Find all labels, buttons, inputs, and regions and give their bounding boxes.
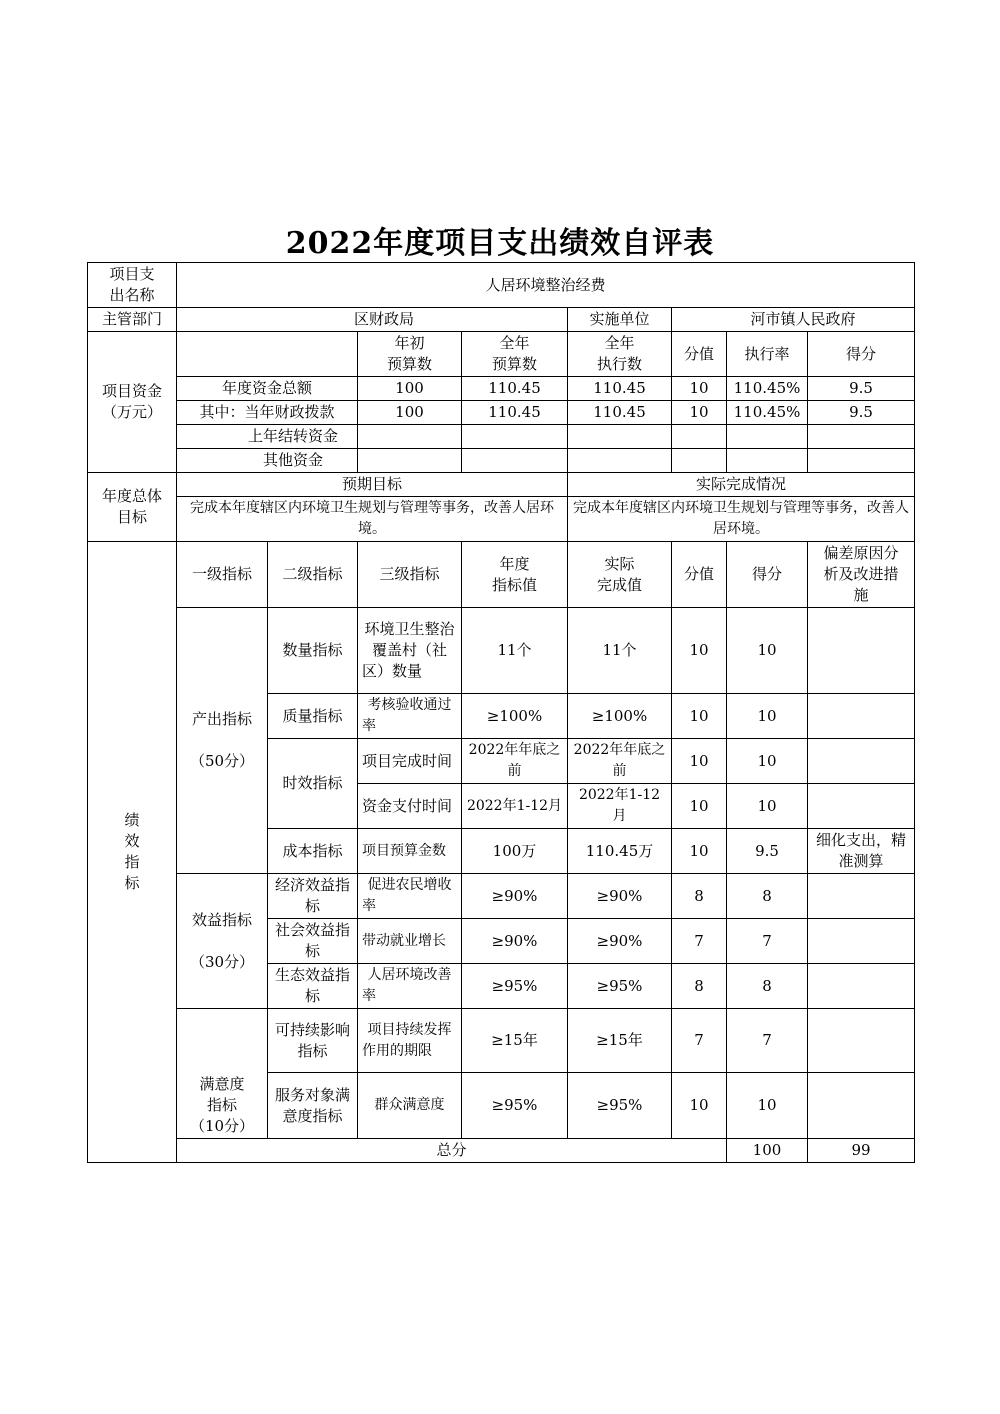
indicators-col-l1: 一级指标 — [177, 542, 268, 608]
funds-row-score: 9.5 — [808, 377, 915, 401]
indicator-l3: 群众满意度 — [358, 1073, 462, 1139]
indicator-reason — [808, 919, 915, 964]
benefit-indicator-label: 效益指标 （30分） — [177, 874, 268, 1009]
funds-row-executed: 110.45 — [568, 377, 672, 401]
goals-actual: 完成本年度辖区内环境卫生规划与管理等事务，改善人居环境。 — [568, 497, 915, 542]
goals-expected: 完成本年度辖区内环境卫生规划与管理等事务，改善人居环境。 — [177, 497, 568, 542]
performance-table — [87, 262, 915, 1163]
indicator-score: 10 — [727, 739, 808, 784]
funds-row-executed: 110.45 — [568, 401, 672, 425]
indicator-row — [88, 1009, 915, 1073]
indicator-l2: 成本指标 — [268, 829, 358, 874]
unit-label: 实施单位 — [568, 308, 672, 332]
funds-row-budget — [462, 449, 568, 473]
indicator-l3: 环境卫生整治覆盖村（社区）数量 — [358, 608, 462, 694]
indicator-score: 8 — [727, 874, 808, 919]
indicator-weight: 10 — [672, 694, 727, 739]
indicator-row — [88, 874, 915, 919]
funds-col-rate: 执行率 — [727, 332, 808, 377]
indicator-target: ≥95% — [462, 964, 568, 1009]
indicator-l3: 项目预算金数 — [358, 829, 462, 874]
indicator-l3: 人居环境改善率 — [358, 964, 462, 1009]
funds-row-rate: 110.45% — [727, 401, 808, 425]
funds-row-executed — [568, 449, 672, 473]
indicator-l3: 考核验收通过率 — [358, 694, 462, 739]
indicators-col-target: 年度 指标值 — [462, 542, 568, 608]
indicator-target: 11个 — [462, 608, 568, 694]
indicator-actual: 110.45万 — [568, 829, 672, 874]
indicator-actual: ≥95% — [568, 964, 672, 1009]
goals-expected-label: 预期目标 — [177, 473, 568, 497]
funds-col-budget: 全年 预算数 — [462, 332, 568, 377]
document-title: 2022年度项目支出绩效自评表 — [285, 226, 715, 261]
indicator-actual: ≥90% — [568, 874, 672, 919]
indicator-l2: 可持续影响指标 — [268, 1009, 358, 1073]
funds-blank-header — [177, 332, 358, 377]
funds-row-rate — [727, 449, 808, 473]
indicator-score: 8 — [727, 964, 808, 1009]
funds-row — [88, 401, 915, 425]
funds-row-initial — [358, 449, 462, 473]
total-weight: 100 — [727, 1139, 808, 1163]
project-name-label: 项目支 出名称 — [88, 263, 177, 308]
funds-row-executed — [568, 425, 672, 449]
indicator-target: ≥15年 — [462, 1009, 568, 1073]
funds-row — [88, 425, 915, 449]
indicator-actual: 2022年年底之前 — [568, 739, 672, 784]
indicator-score: 7 — [727, 919, 808, 964]
indicator-actual: 11个 — [568, 608, 672, 694]
funds-row-name: 上年结转资金 — [177, 425, 358, 449]
funds-col-score: 得分 — [808, 332, 915, 377]
indicator-weight: 10 — [672, 739, 727, 784]
funds-row-rate: 110.45% — [727, 377, 808, 401]
indicator-actual: ≥100% — [568, 694, 672, 739]
indicator-reason — [808, 874, 915, 919]
indicators-col-weight: 分值 — [672, 542, 727, 608]
indicator-actual: ≥95% — [568, 1073, 672, 1139]
indicator-reason — [808, 784, 915, 829]
funds-row-initial: 100 — [358, 377, 462, 401]
funds-row-score: 9.5 — [808, 401, 915, 425]
indicators-col-l2: 二级指标 — [268, 542, 358, 608]
indicator-reason — [808, 608, 915, 694]
indicator-reason — [808, 964, 915, 1009]
indicator-score: 7 — [727, 1009, 808, 1073]
indicator-target: ≥90% — [462, 919, 568, 964]
indicator-target: ≥90% — [462, 874, 568, 919]
funds-row-weight — [672, 449, 727, 473]
funds-row-weight: 10 — [672, 401, 727, 425]
indicators-label: 绩 效 指 标 — [88, 542, 177, 1163]
funds-row-score — [808, 449, 915, 473]
total-score: 99 — [808, 1139, 915, 1163]
indicator-actual: 2022年1-12月 — [568, 784, 672, 829]
indicator-target: 100万 — [462, 829, 568, 874]
dept-label: 主管部门 — [88, 308, 177, 332]
indicator-reason — [808, 694, 915, 739]
indicator-l3: 资金支付时间 — [358, 784, 462, 829]
funds-row-score — [808, 425, 915, 449]
indicator-reason — [808, 1073, 915, 1139]
funds-row-name: 其中：当年财政拨款 — [177, 401, 358, 425]
funds-row — [88, 377, 915, 401]
funds-row — [88, 449, 915, 473]
indicator-weight: 7 — [672, 1009, 727, 1073]
indicator-target: 2022年1-12月 — [462, 784, 568, 829]
funds-col-executed: 全年 执行数 — [568, 332, 672, 377]
indicator-weight: 10 — [672, 829, 727, 874]
indicator-reason — [808, 1009, 915, 1073]
goals-label: 年度总体 目标 — [88, 473, 177, 542]
indicator-l3: 项目完成时间 — [358, 739, 462, 784]
indicator-score: 10 — [727, 694, 808, 739]
funds-row-budget — [462, 425, 568, 449]
funds-col-weight: 分值 — [672, 332, 727, 377]
indicator-l2: 经济效益指标 — [268, 874, 358, 919]
output-indicator-label: 产出指标 （50分） — [177, 608, 268, 874]
indicator-reason — [808, 739, 915, 784]
indicator-score: 9.5 — [727, 829, 808, 874]
indicators-col-score: 得分 — [727, 542, 808, 608]
funds-row-name: 年度资金总额 — [177, 377, 358, 401]
funds-row-budget: 110.45 — [462, 401, 568, 425]
indicator-row — [88, 608, 915, 694]
indicator-weight: 7 — [672, 919, 727, 964]
indicator-l2: 社会效益指标 — [268, 919, 358, 964]
indicator-weight: 8 — [672, 874, 727, 919]
funds-col-initial: 年初 预算数 — [358, 332, 462, 377]
total-label: 总分 — [177, 1139, 727, 1163]
indicator-score: 10 — [727, 608, 808, 694]
satisfaction-indicator-label: 满意度 指标 （10分） — [177, 1009, 268, 1139]
indicator-l3: 项目持续发挥作用的期限 — [358, 1009, 462, 1073]
project-name: 人居环境整治经费 — [177, 263, 915, 308]
funds-row-initial: 100 — [358, 401, 462, 425]
indicator-score: 10 — [727, 1073, 808, 1139]
indicator-reason: 细化支出，精准测算 — [808, 829, 915, 874]
indicator-l3: 带动就业增长 — [358, 919, 462, 964]
indicator-l2: 时效指标 — [268, 739, 358, 829]
unit-value: 河市镇人民政府 — [672, 308, 915, 332]
funds-row-weight: 10 — [672, 377, 727, 401]
indicator-weight: 10 — [672, 784, 727, 829]
indicator-l2: 数量指标 — [268, 608, 358, 694]
indicator-l3: 促进农民增收率 — [358, 874, 462, 919]
funds-row-budget: 110.45 — [462, 377, 568, 401]
indicator-target: ≥100% — [462, 694, 568, 739]
indicator-weight: 8 — [672, 964, 727, 1009]
indicator-target: ≥95% — [462, 1073, 568, 1139]
indicator-actual: ≥15年 — [568, 1009, 672, 1073]
funds-row-rate — [727, 425, 808, 449]
indicator-score: 10 — [727, 784, 808, 829]
funds-row-name: 其他资金 — [177, 449, 358, 473]
goals-actual-label: 实际完成情况 — [568, 473, 915, 497]
indicator-target: 2022年年底之前 — [462, 739, 568, 784]
indicator-l2: 生态效益指标 — [268, 964, 358, 1009]
indicators-col-reason: 偏差原因分 析及改进措 施 — [808, 542, 915, 608]
indicator-weight: 10 — [672, 1073, 727, 1139]
indicator-l2: 服务对象满意度指标 — [268, 1073, 358, 1139]
funds-row-weight — [672, 425, 727, 449]
indicator-actual: ≥90% — [568, 919, 672, 964]
funds-label: 项目资金 （万元） — [88, 332, 177, 473]
indicators-col-actual: 实际 完成值 — [568, 542, 672, 608]
indicator-weight: 10 — [672, 608, 727, 694]
indicator-l2: 质量指标 — [268, 694, 358, 739]
funds-row-initial — [358, 425, 462, 449]
indicators-col-l3: 三级指标 — [358, 542, 462, 608]
dept-value: 区财政局 — [177, 308, 568, 332]
